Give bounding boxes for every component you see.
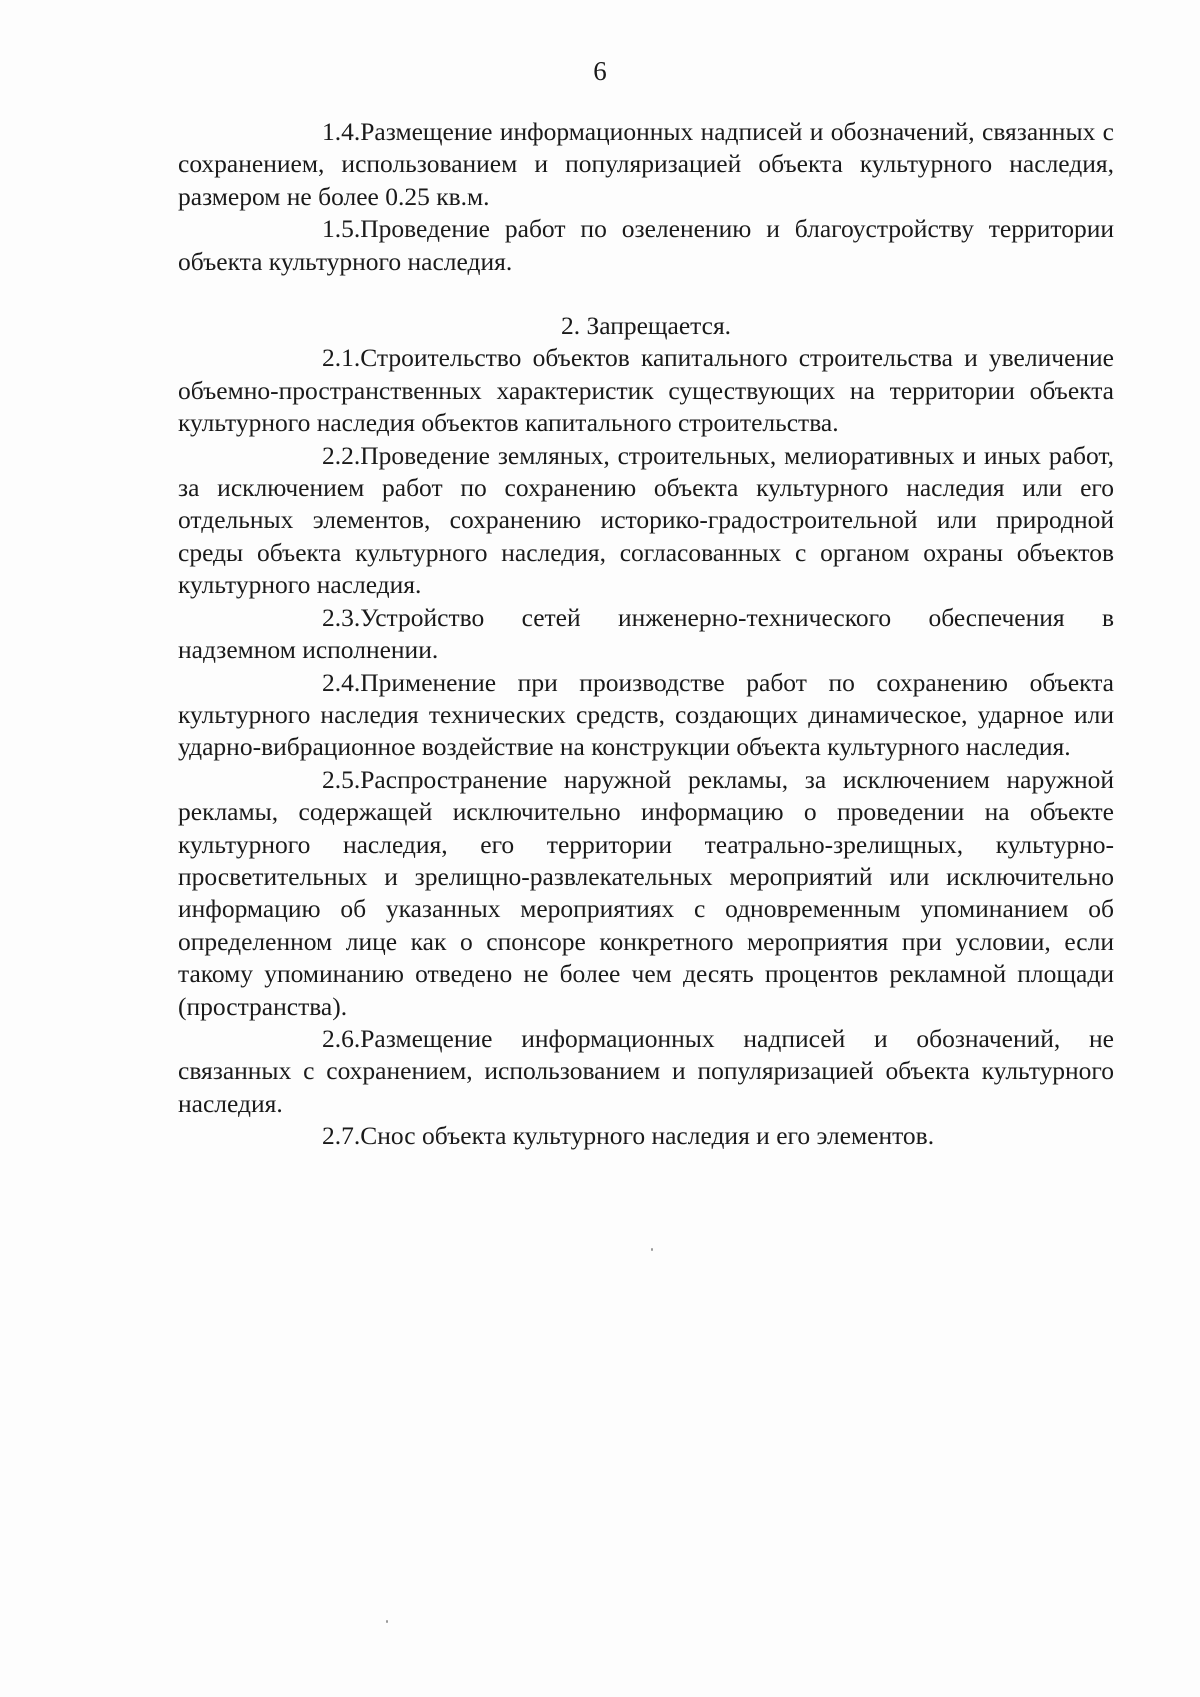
clause-text: Снос объекта культурного наследия и его элементов. xyxy=(360,1121,935,1151)
clause-number: 2.3. xyxy=(322,602,361,632)
scan-speck xyxy=(651,1248,653,1251)
clause-number: 2.6. xyxy=(322,1023,361,1053)
clause-number: 2.7. xyxy=(322,1121,361,1151)
clause-number: 2.2. xyxy=(322,440,361,470)
clause-2-2 xyxy=(178,440,1114,602)
page-number: 6 xyxy=(593,56,607,86)
clause-2-6 xyxy=(178,1023,1114,1120)
clause-number: 2.5. xyxy=(322,764,361,794)
clause-text: Строительство объектов капитального строительства и увеличение объемно-пространственных характеристик существующих на территории объекта культурного наследия объектов капитального строительства. xyxy=(178,343,1114,438)
clause-2-4 xyxy=(178,667,1114,764)
scan-speck xyxy=(386,1620,388,1623)
clause-text: Применение при производстве работ по сохранению объекта культурного наследия технических средств, создающих динамическое, ударное или ударно-вибрационное воздействие на конструкции объекта культурного наследия. xyxy=(178,667,1114,762)
clause-2-1 xyxy=(178,342,1114,439)
clause-number: 2.4. xyxy=(322,667,361,697)
clause-text: Распространение наружной рекламы, за исключением наружной рекламы, содержащей исключительно информацию о проведении на объекте культурного наследия, его территории театрально-зрелищных, культурно-просветительных и зрелищно-развлекательных мероприятий или исключительно информацию об указанных мероприятиях с одновременным упоминанием об определенном лице как о спонсоре конкретного мероприятия при условии, если такому упоминанию отведено не более чем десять процентов рекламной площади (пространства). xyxy=(178,764,1114,1021)
clause-2-5 xyxy=(178,764,1114,1023)
clause-text: Проведение работ по озеленению и благоустройству территории объекта культурного наследия. xyxy=(178,214,1114,276)
clause-2-3 xyxy=(178,602,1114,667)
section-heading: 2. Запрещается. xyxy=(560,311,732,341)
clause-text: Размещение информационных надписей и обозначений, не связанных с сохранением, использованием и популяризацией объекта культурного наследия. xyxy=(178,1023,1114,1118)
clause-1-5 xyxy=(178,213,1114,278)
clause-number: 1.4. xyxy=(322,117,361,146)
clause-1-4 xyxy=(178,116,1114,213)
clause-text: Размещение информационных надписей и обозначений, связанных с сохранением, использованием и популяризацией объекта культурного наследия, размером не более 0.25 кв.м. xyxy=(178,117,1114,211)
clause-text: Устройство сетей инженерно-технического обеспечения в надземном исполнении. xyxy=(178,602,1114,665)
clause-2-7 xyxy=(178,1120,1114,1152)
clause-number: 2.1. xyxy=(322,343,361,373)
document-body xyxy=(178,116,1114,1153)
clause-text: Проведение земляных, строительных, мелиоративных и иных работ, за исключением работ по сохранению объекта культурного наследия или его отдельных элементов, сохранению историко-градостроительной или природной среды объекта культурного наследия, согласованных с органом охраны объектов культурного наследия. xyxy=(178,440,1114,600)
clause-number: 1.5. xyxy=(322,214,361,244)
